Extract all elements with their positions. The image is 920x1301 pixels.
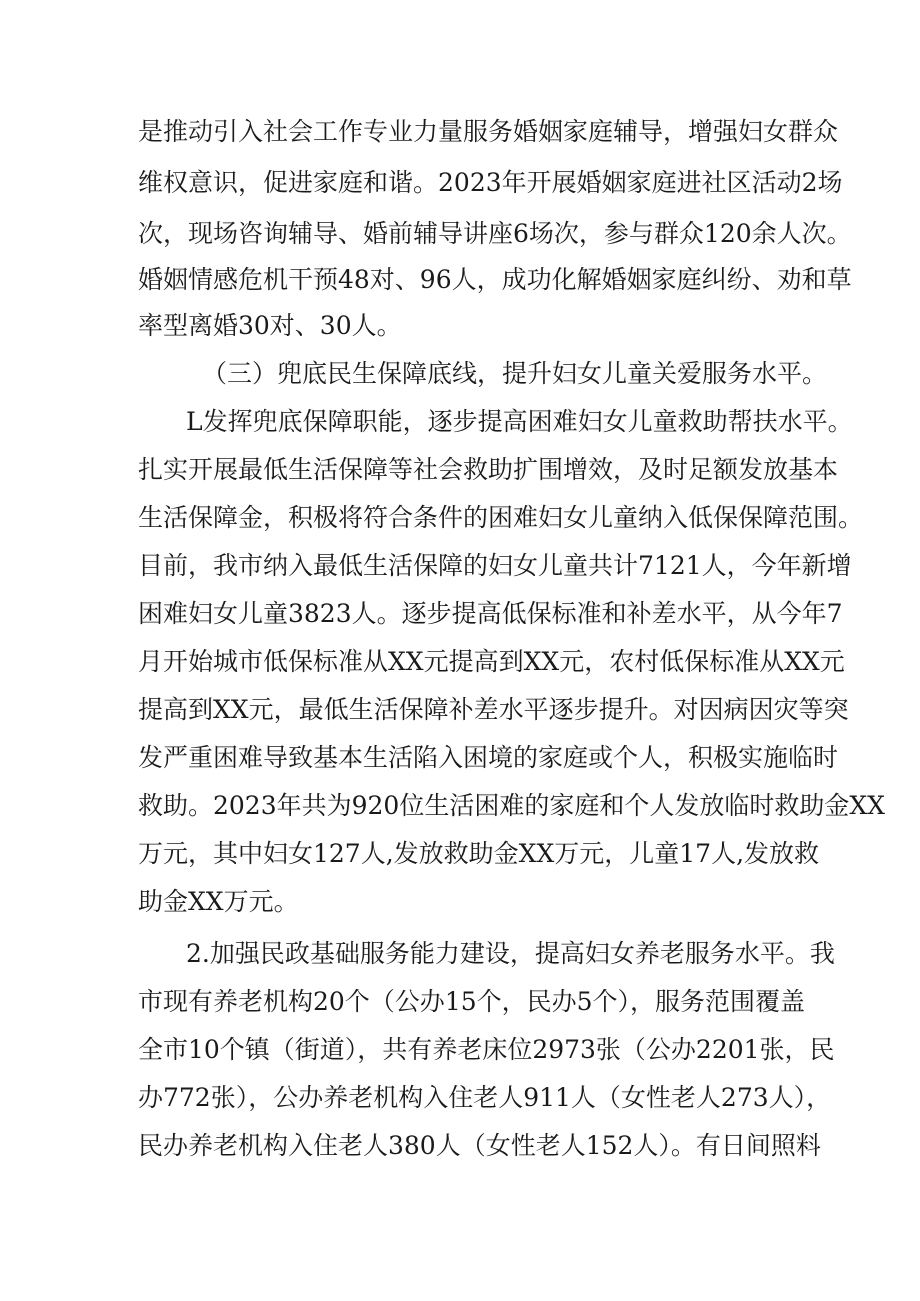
text-line-21: 办772张），公办养老机构入住老人911人（女性老人273人）， — [138, 1083, 832, 1112]
text-line-22: 民办养老机构入住老人380人（女性老人152人）。有日间照料 — [138, 1131, 821, 1160]
text-line-5: 率型离婚30对、30人。 — [138, 311, 402, 340]
text-line-18: 2.加强民政基础服务能力建设，提高妇女养老服务水平。我 — [186, 939, 835, 968]
text-line-16: 万元，其中妇女127人,发放救助金XX万元，儿童17人,发放救 — [138, 839, 820, 868]
text-line-19: 市现有养老机构20个（公办15个，民办5个），服务范围覆盖 — [138, 987, 806, 1016]
text-line-7: L发挥兜底保障职能，逐步提高困难妇女儿童救助帮扶水平。 — [186, 407, 853, 436]
text-line-14: 发严重困难导致基本生活陷入困境的家庭或个人，积极实施临时 — [138, 743, 839, 772]
text-line-1: 是推动引入社会工作专业力量服务婚姻家庭辅导，增强妇女群众 — [138, 117, 839, 146]
section-heading: （三）兜底民生保障底线，提升妇女儿童关爱服务水平。 — [202, 359, 828, 388]
text-line-3: 次，现场咨询辅导、婚前辅导讲座6场次，参与群众120余人次。 — [138, 219, 852, 248]
text-line-13: 提高到XX元，最低生活保障补差水平逐步提升。对因病因灾等突 — [138, 695, 849, 724]
text-line-10: 目前，我市纳入最低生活保障的妇女儿童共计7121人，今年新增 — [138, 551, 852, 580]
text-line-11: 困难妇女儿童3823人。逐步提高低保标准和补差水平，从今年7 — [138, 599, 843, 628]
text-line-17: 助金XX万元。 — [138, 887, 299, 916]
text-line-15: 救助。2023年共为920位生活困难的家庭和个人发放临时救助金XX — [138, 791, 885, 820]
text-line-8: 扎实开展最低生活保障等社会救助扩围增效，及时足额发放基本 — [138, 455, 839, 484]
text-line-4: 婚姻情感危机干预48对、96人，成功化解婚姻家庭纠纷、劝和草 — [138, 265, 852, 294]
text-line-20: 全市10个镇（街道），共有养老床位2973张（公办2201张，民 — [138, 1035, 835, 1064]
text-line-2: 维权意识，促进家庭和谐。2023年开展婚姻家庭进社区活动2场 — [138, 168, 843, 197]
text-line-9: 生活保障金，积极将符合条件的困难妇女儿童纳入低保保障范围。 — [138, 503, 864, 532]
text-line-12: 月开始城市低保标准从XX元提高到XX元，农村低保标准从XX元 — [138, 647, 845, 676]
